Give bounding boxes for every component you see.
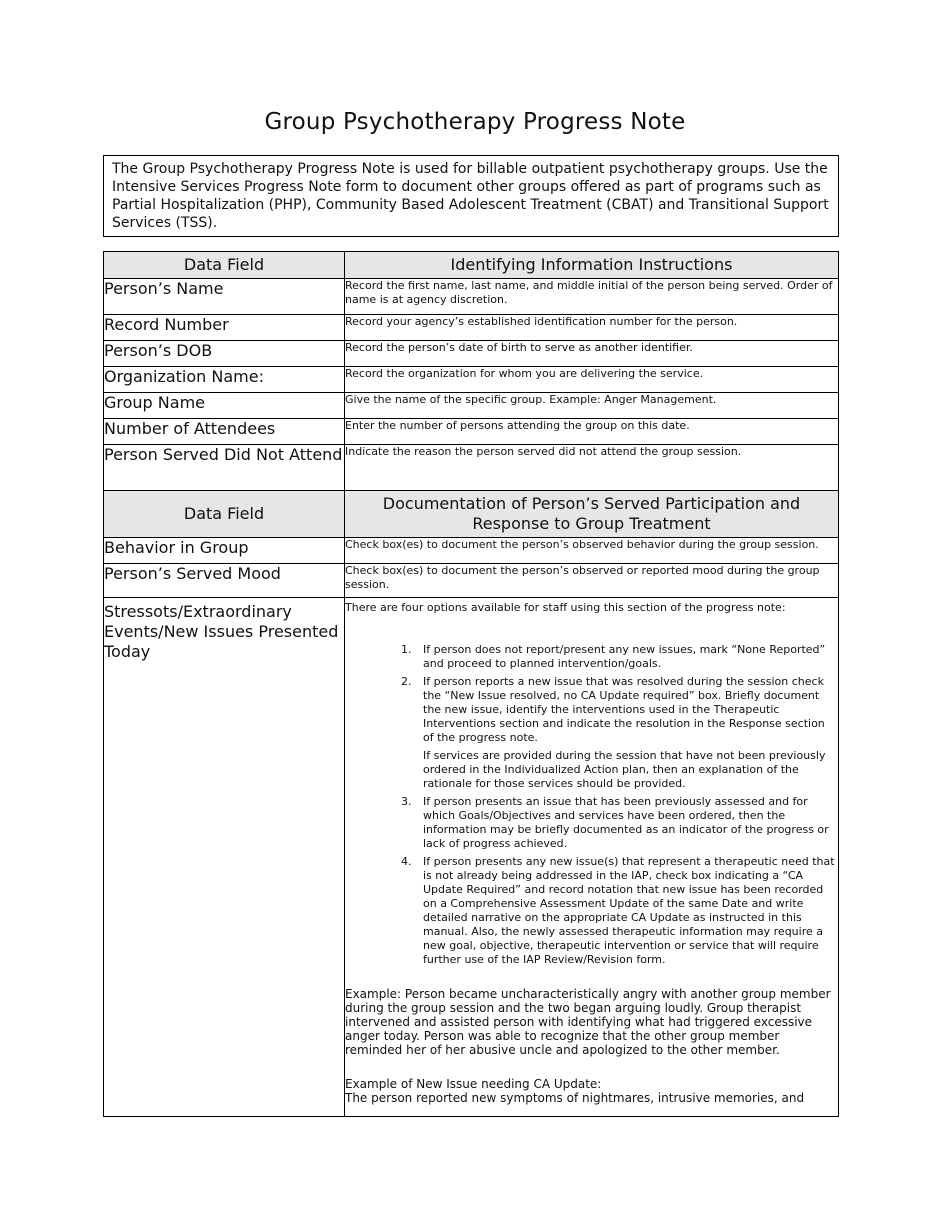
field-stressors: Stressots/Extraordinary Events/New Issues Presented Today: [104, 598, 345, 1117]
instruction-behavior-in-group: Check box(es) to document the person’s observed behavior during the group session.: [345, 538, 839, 564]
options-intro: There are four options available for staff using this section of the progress note:: [345, 601, 786, 614]
stressors-content: [345, 601, 838, 1116]
instruction-stressors: [345, 598, 839, 1117]
instruction-organization-name: Record the organization for whom you are delivering the service.: [345, 367, 839, 393]
table-row: [104, 315, 839, 341]
instructions-table: [103, 251, 839, 1117]
option-item-2-followup: If services are provided during the session that have not been previously ordered in the Individualized Action plan, then an explanation of the rationale for those services should be provided.: [423, 749, 826, 790]
header-data-field-2: Data Field: [104, 491, 345, 538]
instruction-group-name: Give the name of the specific group. Example: Anger Management.: [345, 393, 839, 419]
header-data-field: Data Field: [104, 252, 345, 279]
instruction-did-not-attend: Indicate the reason the person served did not attend the group session.: [345, 445, 839, 491]
instruction-persons-dob: Record the person’s date of birth to serve as another identifier.: [345, 341, 839, 367]
field-organization-name: Organization Name:: [104, 367, 345, 393]
instruction-served-mood: Check box(es) to document the person’s observed or reported mood during the group session.: [345, 564, 839, 598]
table-row: [104, 279, 839, 315]
field-served-mood: Person’s Served Mood: [104, 564, 345, 598]
example-paragraph: Example: Person became uncharacteristically angry with another group member during the group session and the two began arguing loudly. Group therapist intervened and assisted person with identifying what had triggered excessive anger today. Person was able to recognize that the other group member reminded her of her abusive uncle and apologized to the other member.: [345, 987, 831, 1057]
table-row: [104, 393, 839, 419]
table-row: [104, 419, 839, 445]
header-participation: Documentation of Person’s Served Participation and Response to Group Treatment: [345, 491, 839, 538]
table-row: [104, 367, 839, 393]
table-row: [104, 445, 839, 491]
option-item-3: 3. If person presents an issue that has been previously assessed and for which Goals/Objectives and services have been ordered, then the information may be briefly documented as an indicator of the progress or lack of progress achieved.: [415, 795, 838, 851]
instruction-record-number: Record your agency’s established identification number for the person.: [345, 315, 839, 341]
table-row: [104, 598, 839, 1117]
field-number-of-attendees: Number of Attendees: [104, 419, 345, 445]
options-list: [345, 643, 838, 967]
example2-label: Example of New Issue needing CA Update:: [345, 1077, 602, 1091]
instruction-persons-name: Record the first name, last name, and middle initial of the person being served. Order of name is at agency discretion.: [345, 279, 839, 315]
field-behavior-in-group: Behavior in Group: [104, 538, 345, 564]
intro-box: The Group Psychotherapy Progress Note is used for billable outpatient psychotherapy groups. Use the Intensive Services Progress Note form to document other groups offered as part of programs such as Partial Hospitalization (PHP), Community Based Adolescent Treatment (CBAT) and Transitional Support Services (TSS).: [103, 155, 839, 237]
example2-text: The person reported new symptoms of nightmares, intrusive memories, and: [345, 1091, 805, 1105]
table-row: [104, 341, 839, 367]
table-header-row: [104, 252, 839, 279]
instruction-number-of-attendees: Enter the number of persons attending the group on this date.: [345, 419, 839, 445]
field-persons-dob: Person’s DOB: [104, 341, 345, 367]
field-did-not-attend: Person Served Did Not Attend: [104, 445, 345, 491]
table-row: [104, 564, 839, 598]
option-item-1: 1. If person does not report/present any new issues, mark “None Reported” and proceed to planned intervention/goals.: [415, 643, 838, 671]
header-identifying-info: Identifying Information Instructions: [345, 252, 839, 279]
field-record-number: Record Number: [104, 315, 345, 341]
option-item-2: 2. If person reports a new issue that was resolved during the session check the “New Issue resolved, no CA Update required” box. Briefly document the new issue, identify the interventions used in the Therapeutic Interventions section and indicate the resolution in the Response section of the progress note. If services are provided during the session that have not been previously ordered in the Individualized Action plan, then an explanation of the rationale for those services should be provided.: [415, 675, 838, 791]
option-item-4: 4. If person presents any new issue(s) that represent a therapeutic need that is not already being addressed in the IAP, check box indicating a “CA Update Required” and record notation that new issue has been recorded on a Comprehensive Assessment Update of the same Date and write detailed narrative on the appropriate CA Update as instructed in this manual. Also, the newly assessed therapeutic information may require a new goal, objective, therapeutic intervention or service that will require further use of the IAP Review/Revision form.: [415, 855, 838, 967]
table-header-row: [104, 491, 839, 538]
field-persons-name: Person’s Name: [104, 279, 345, 315]
field-group-name: Group Name: [104, 393, 345, 419]
page-title: Group Psychotherapy Progress Note: [264, 109, 686, 135]
table-row: [104, 538, 839, 564]
